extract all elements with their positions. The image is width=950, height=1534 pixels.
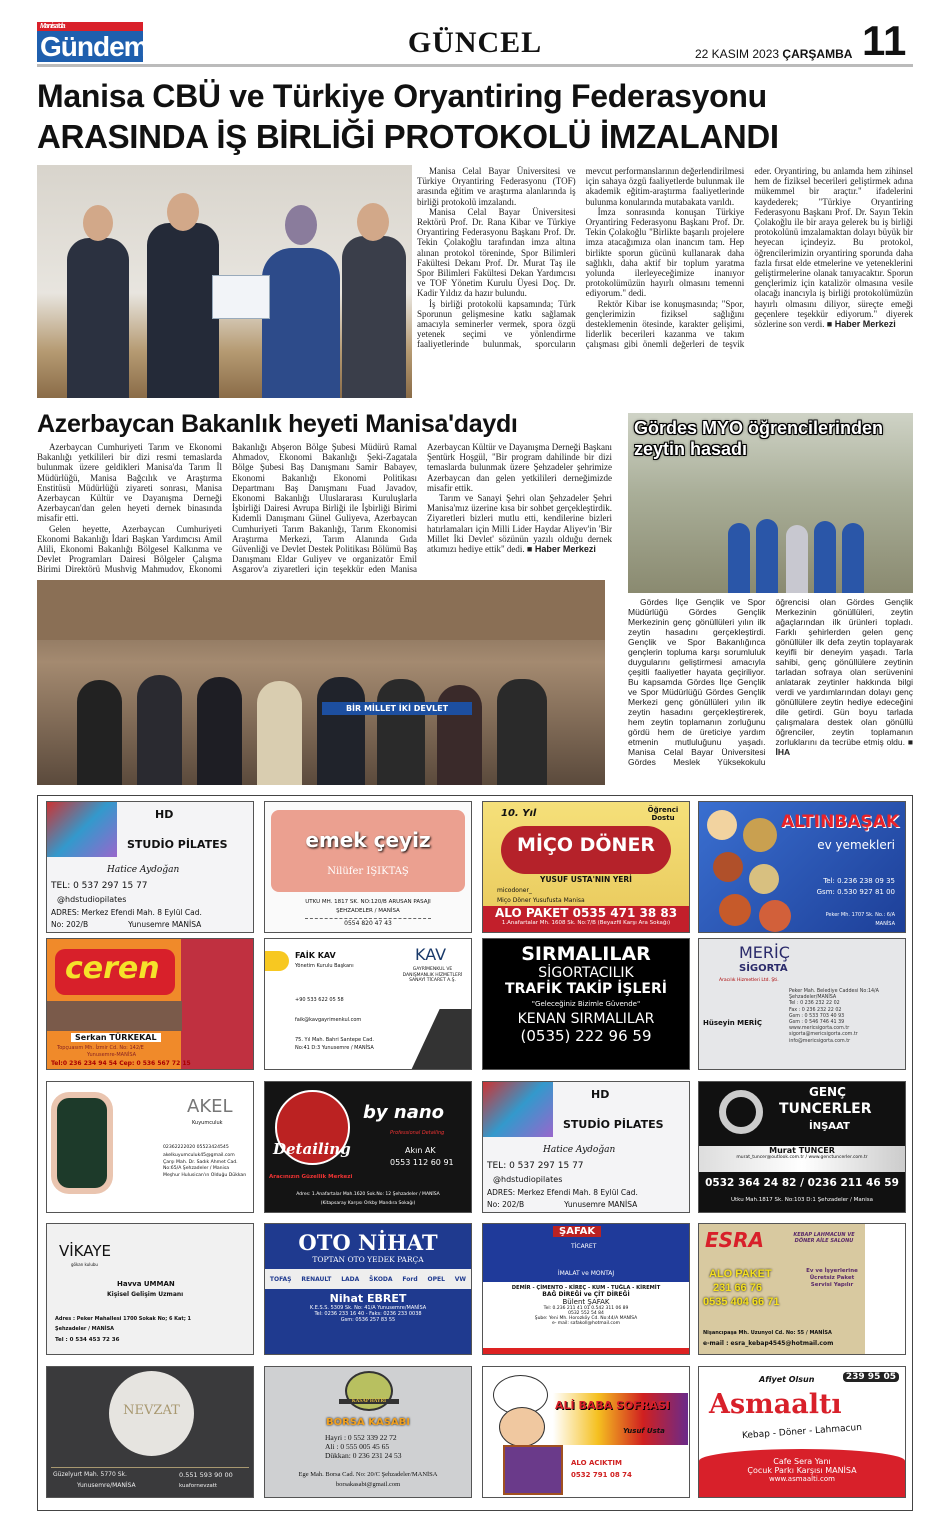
ad-text: UTKU MH. 1817 SK. NO:120/B ARUSAN PASAJI: [305, 899, 431, 905]
ad-brand: ESRA: [705, 1228, 764, 1252]
article-2: [37, 442, 612, 785]
ad-brand: TUNCERLER: [779, 1101, 872, 1117]
ad-altinbasak: [698, 801, 906, 933]
ad-text: ev yemekleri: [817, 838, 895, 852]
ad-text: ALO PAKET: [709, 1268, 772, 1280]
issue-date: [695, 47, 852, 61]
ad-text: Şehzadeler / MANİSA: [55, 1326, 115, 1332]
ad-text: Hüseyin MERİÇ: [703, 1019, 763, 1027]
article-3-body: [628, 597, 913, 767]
ad-text: 0532 552 54 84: [568, 1311, 604, 1316]
ad-text: Fax : 0 236 232 22 02: [789, 1007, 842, 1013]
ad-phone: 239 95 05: [843, 1372, 899, 1382]
ad-text: Yunusemre-MANİSA: [87, 1052, 137, 1058]
ad-text: HD: [591, 1088, 610, 1101]
ad-text: 02362222020 05523424545: [163, 1145, 229, 1150]
ad-brand: MİÇO DÖNER: [516, 834, 656, 856]
car-brand-logo: ŠKODA: [369, 1275, 393, 1283]
ad-logo: Detailing: [273, 1140, 351, 1158]
ad-text: Gsm: 0536 257 83 55: [340, 1317, 396, 1323]
ad-text: ADRES: Merkez Efendi Mah. 8 Eylül Cad.: [51, 908, 202, 917]
ad-text: akelkuyumculuk45@gmail.com: [163, 1153, 235, 1158]
ad-text: +90 533 622 05 58: [295, 997, 344, 1003]
ad-text: SİGORTACILIK: [538, 965, 634, 981]
paragraph: Rektör Kibar ise konuşmasında; "Spor, gençlerimizin fiziksel sağlığını desteklemenin ötesinde, karakter gelişimi, liderlik becerileri kazanma ve takım çalışması gibi önemli değerleri de teşvik eder. Oryantiring, bu anlamda hem zihinsel hem de fiziksel becerileri geliştirmek adına mükemmel bir araçtır." ifadelerini kaydederek; "Türkiye Oryantiring Federasyonu Başkanı Prof. Dr. Sayın Tekin Çolakoğlu ile bir araya gelerek bu iş birliği protokolünü imzalamaktan dolayı büyük bir heyecan içindeyiz. Bu protokol, öğrencilerimizin oryantiring sporunda daha fazla fırsat elde etmelerine ve yeteneklerini geliştirmelerine olanak tanıyacaktır. Sporun gençlerimiz için katalizör olmasına vesile olacağı inancıyla iş birliği protokolümüzün hayırlı olmasını diliyor, süreçte emeği geçenlere teşekkür ediyorum." diyerek sözlerine son verdi.: [585, 166, 913, 350]
ad-hd-pilates-2: [482, 1081, 690, 1213]
ad-text: Miço Döner Yusufusta Manisa: [497, 897, 585, 904]
ad-text: Dükkan: 0 236 231 24 53: [325, 1451, 402, 1460]
ad-text: GAYRİMENKUL VE DANIŞMANLIK HİZMETLERİ SANAYİ TİCARET A.Ş.: [402, 967, 463, 983]
ad-brand: by nano: [363, 1102, 445, 1123]
headline-1-line-2: ARASINDA İŞ BİRLİĞİ PROTOKOLÜ İMZALANDI: [37, 118, 779, 155]
ad-akel: [46, 1081, 254, 1213]
ad-brand: Asmaaltı: [709, 1389, 842, 1420]
ad-genc-tuncerler: [698, 1081, 906, 1213]
ad-text: Gsm: 0.530 927 81 00: [816, 888, 895, 896]
ad-text: Yunusemre/MANİSA: [77, 1482, 136, 1489]
ad-text: Tel: 0.236 211 41 01 0.542 311 06 89: [543, 1306, 629, 1311]
ad-text: KENAN SIRMALILAR: [517, 1011, 655, 1027]
ad-text: info@mericsigorta.com.tr: [789, 1038, 851, 1044]
ad-text: Aracılık Hizmetleri Ltd. Şti.: [719, 978, 779, 983]
ad-text: Gsm : 0 546 746 41 39: [789, 1020, 845, 1026]
ad-text: Nilüfer IŞIKTAŞ: [327, 866, 409, 877]
ad-text: ŞEHZADELER / MANİSA: [336, 908, 400, 914]
ad-borsa-kasabi: [264, 1366, 472, 1498]
ad-text: KEBAP LAHMACUN VE DÖNER AİLE SALONU: [793, 1232, 855, 1244]
ad-text: Hayri : 0 552 339 22 72: [325, 1433, 397, 1442]
ad-brand: MERİÇ: [739, 943, 790, 962]
ad-text: murat_tuncer@outlook.com.tr / www.genctuncerler.com.tr: [736, 1155, 868, 1160]
ad-text: No:41 D:3 Yunusemre / MANİSA: [295, 1045, 374, 1051]
paragraph: İmza sonrasında konuşan Türkiye Oryantiring Federasyonu Başkanı Prof. Dr. Tekin Çolakoğlu "Birlikte başarılı projelere imza atacağımıza olan inancım tam. Hep birlikte sporun gücünü kullanarak daha sağlıklı, daha aktif bir toplum yaratma yolunda ilerleyeceğimize inanıyor protokolümüzün hayırlı olmasını temenni ediyorum." dedi.: [585, 206, 745, 299]
ad-text: Hatice Aydoğan: [543, 1145, 616, 1155]
ad-kav: [264, 938, 472, 1070]
ad-text: Bülent ŞAFAK: [562, 1298, 610, 1306]
logo-text: Gündem: [40, 31, 148, 62]
weekday: ÇARŞAMBA: [782, 47, 853, 61]
ad-text: @hdstudiopilates: [493, 1175, 563, 1184]
ad-brand: VİKAYE: [59, 1242, 111, 1260]
ad-brand: ŞAFAK: [553, 1226, 601, 1237]
ad-logo: KASAP HAYRİ: [339, 1399, 399, 1404]
headline-3-text: Gördes MYO öğrencilerinden zeytin hasadı: [634, 418, 884, 459]
car-brand-logo: LADA: [341, 1275, 360, 1283]
ad-text: TOPTAN OTO YEDEK PARÇA: [312, 1255, 424, 1264]
ad-meric-sigorta: [698, 938, 906, 1070]
ad-text: ALO ACIKTIM: [571, 1459, 622, 1467]
ad-text: Peker Mh. 1707 Sk. No.: 6/A: [825, 912, 895, 918]
ad-text: Aracınızın Güzellik Merkezi: [269, 1174, 353, 1180]
ad-text: HD: [155, 808, 174, 821]
ad-text: Havva UMMAN: [117, 1280, 175, 1288]
byline: ■ İHA: [776, 737, 914, 757]
ad-text: Nihat EBRET: [329, 1292, 407, 1305]
byline: ■ Haber Merkezi: [527, 544, 596, 554]
ad-text: e-mail : esra_kebap4545@hotmail.com: [703, 1340, 834, 1347]
date-text: 22 KASIM 2023: [695, 47, 780, 61]
ad-asmaalti: [698, 1366, 906, 1498]
ad-text: sigorta@mericsigorta.com.tr: [789, 1032, 858, 1038]
ad-text: Şube: Yeni Mh. Horozköy Cd. No:44/A MANİSA: [534, 1316, 638, 1321]
ad-brand: AKEL: [187, 1096, 233, 1117]
ad-text: Yönetim Kurulu Başkanı: [295, 963, 354, 969]
ad-text: Meşhur Hulusican'ın Olduğu Dükkan: [163, 1173, 247, 1178]
ad-ali-baba-sofrasi: [482, 1366, 690, 1498]
page-number: 11: [862, 17, 907, 64]
ad-text: www.asmaalti.com: [769, 1475, 835, 1483]
ad-text: Yunusemre MANİSA: [564, 1200, 638, 1209]
ad-sirmalilar: [482, 938, 690, 1070]
ad-text: Öğrenci Dostu: [647, 806, 679, 822]
ad-text: Güzelyurt Mah. 5770 Sk.: [53, 1471, 127, 1478]
ad-text: Topçuasım Mh. İzmir Cd. No: 142/E: [57, 1045, 144, 1051]
ad-text: No: 202/B: [487, 1200, 525, 1209]
ad-text: kuafornevzatt: [179, 1483, 218, 1489]
ad-text: STUDİO PİLATES: [563, 1118, 664, 1131]
car-brand-logo: VW: [454, 1275, 467, 1283]
car-brand-logo: TOFAŞ: [269, 1275, 292, 1283]
ad-text: K.E.S.S. 5309 Sk. No: 41/A Yunusemre/MANİSA: [309, 1305, 427, 1311]
ad-text: Adres: 1.Anafartalar Mah.1620 Sok.No: 12 Şehzadeler / MANİSA: [296, 1192, 440, 1197]
ad-ceren: [46, 938, 254, 1070]
ad-text: micodoner_: [497, 887, 532, 894]
delegation-photo: [37, 580, 605, 785]
ad-text: ADRES: Merkez Efendi Mah. 8 Eylül Cad.: [487, 1188, 638, 1197]
ad-oto-nihat: [264, 1223, 472, 1355]
ad-brand: ceren: [65, 951, 160, 986]
ad-brand: OTO NİHAT: [298, 1230, 438, 1255]
car-brand-logo: RENAULT: [301, 1275, 332, 1283]
ad-text: Adres : Peker Mahallesi 1700 Sokak No; 6 Kat; 1: [55, 1316, 192, 1322]
ad-text: Murat TUNCER: [769, 1146, 835, 1155]
ad-text: Yunusemre MANİSA: [128, 920, 202, 929]
ad-brand: NEVZAT: [123, 1403, 180, 1418]
paragraph: Gelen heyette, Azerbaycan Cumhuriyeti Ekonomi Bakanlığı İdari Başkan Yardımcısı Amil Alili, Ekonomi Bakanlığı Bölgesel Kalkınma ve Devlet Programları Dairesi Bölgeler Çalışma Birimi Direktörü Mushvig Mahmudov, Ekonomi Bakanlığı Abşeron Bölge Şubesi Müdürü Ramal Ahmadov, Ekonomi Bakanlığı Şeki-Zagatala Bölge Şubesi Baş Danışmanı Samir Babayev, Ekonomi Bakanlığı Ekonomi Politikası Departmanı Baş Danışmanı Fuad Javadov, Ekonomi Bakanlığı Uluslararası Kuruluşlarla İşbirliği Dairesi Avrupa Birliği ile İşbirliği Birimi Kıdemli Danışmanı Günel Guliyeva, Azerbaycan Cumhuriyeti Tarım Bakanlığı, Tarım Ekonomisi Araştırma Merkezi, Tarım Alanında Gıda Güvenliği ve Devlet Destek Politikası Bölümü Baş Danışmanı Eldar Guliyev ve organizatör Emil Asgarov'a ziyaretleri için teşekkür eden Manisa Azerbaycan Kültür ve Dayanışma Derneği Başkanı Şentürk Hoşgül, "Bir program dahilinde bir dizi temaslarda bulunmak üzere Şehzadeler şehrimize Azerbaycan dan gelen yetkilileri derneğimizde misafir ettik.: [37, 442, 612, 575]
ad-text: Nişancıpaşa Mh. Uzunyol Cd. No: 55 / MANİSA: [703, 1330, 832, 1336]
paragraph: Tarım ve Sanayi Şehri olan Şehzadeler Şehri Manisa'mız üzerine kısa bir sohbet gerçekleştirdik. Ziyaretleri bizleri mutlu etti, kendilerine bizleri hatırlamaları için Milli Lider Haydar Aliyev'in 'Bir Millet İki Devlet' sözünün yazılı olduğu dernek atkımızı hediye ettik" dedi.: [427, 493, 612, 555]
ad-brand: BORSA KASABI: [325, 1417, 411, 1428]
ad-text: 0554 820 47 43: [305, 918, 431, 928]
ad-text: Kebap - Döner - Lahmacun: [741, 1422, 863, 1442]
ad-phone: 0532 364 24 82 / 0236 211 46 59: [705, 1177, 899, 1189]
ad-text: Çarşı Mah. Dr. Sadık Ahmet Cad. No:65/A Şehzadeler / Manisa: [163, 1160, 238, 1171]
ad-text: FAİK KAV: [295, 951, 336, 960]
ad-text: Ali : 0 555 005 45 65: [325, 1442, 390, 1451]
ad-text: 10. Yıl: [501, 808, 537, 819]
car-brand-logo: Ford: [402, 1275, 418, 1283]
ad-nevzat-kuafor: [46, 1366, 254, 1498]
ad-brand: emek çeyiz: [305, 828, 431, 852]
ad-text: Afiyet Olsun: [759, 1375, 815, 1384]
ad-text: TİCARET: [571, 1243, 597, 1250]
ad-text: Tel : 0 534 453 72 36: [55, 1337, 120, 1343]
ad-phone: (0535) 222 96 59: [520, 1027, 652, 1045]
ad-text: Çocuk Parkı Karşısı MANİSA: [747, 1466, 857, 1475]
ad-text: Peker Mah. Belediye Caddesi No:14/A Şehzadeler/MANİSA: [789, 989, 879, 1001]
ad-mico-doner: [482, 801, 690, 933]
paragraph: Azerbaycan Cumhuriyeti Tarım ve Ekonomi Bakanlığı yetkilileri bir dizi resmi temaslarda bulunmak üzere geldikleri Manisa'da Tarım İl Müdürlüğü, Manisa Bağcılık ve Araştırma Enstitüsü Müdürlüğü ziyareti sonrası, Manisa Azerbaycan Kültür ve Dayanışma Derneği Azerbaycan'dan gelen heyeti dernek binasında misafir etti.: [37, 442, 222, 524]
headline-2: Azerbaycan Bakanlık heyeti Manisa'daydı: [37, 410, 518, 438]
ad-phone: 231 66 76: [713, 1282, 762, 1294]
ad-text: e- mail: safakoll@hotmail.com: [551, 1321, 621, 1326]
headline-1-line-1: Manisa CBÜ ve Türkiye Oryantiring Federasyonu: [37, 78, 767, 114]
ad-text: Cafe Sera Yanı: [773, 1457, 831, 1466]
ad-text: 1.Anafartalar Mh. 1608 Sk. No:7/B (Beyazfil Karşı Ara Sokağı): [501, 920, 671, 926]
ad-text: TRAFİK TAKİP İŞLERİ: [505, 981, 667, 997]
ad-text: Tel: 0236 233 16 40 - Faks: 0236 233 0038: [314, 1311, 422, 1317]
ad-text: Ev ve İşyerlerine Ücretsiz Paket Servisi Yapılır: [806, 1268, 858, 1288]
ad-text: @hdstudiopilates: [57, 895, 127, 904]
headline-3: [634, 418, 909, 460]
ad-brand: ALİ BABA SOFRASI: [555, 1399, 670, 1412]
section-title: GÜNCEL: [407, 26, 543, 59]
car-brand-logos: [265, 1269, 471, 1289]
ads-section: [37, 795, 913, 1511]
ad-text: GENÇ: [809, 1085, 846, 1099]
ad-text: DEMİR - ÇİMENTO - KİREÇ - KUM - TUĞLA - KİREMİT: [511, 1285, 661, 1291]
logo-small: Manisa'da: [40, 23, 65, 30]
ad-text: TEL: 0 537 297 15 77: [51, 881, 148, 891]
ad-text: Ege Mah. Borsa Cad. No: 20/C Şehzadeler/MANİSA: [298, 1471, 438, 1478]
ad-text: BAĞ DİREĞİ ve ÇİT DİREĞİ: [542, 1291, 630, 1298]
ad-text: Tel : 0 236 232 22 02: [789, 1001, 840, 1007]
ad-text: faik@kavgayrimenkul.com: [295, 1017, 362, 1023]
ad-text: 0.551 593 90 00: [179, 1471, 233, 1479]
byline: ■ Haber Merkezi: [827, 319, 896, 329]
ad-text: Tel:0 236 234 94 54 Cep: 0 536 567 72 15: [51, 1060, 191, 1067]
ad-phone: ALO PAKET 0535 471 38 83: [494, 906, 678, 920]
ad-text: "Geleceğiniz Bizimle Güvende": [531, 1000, 641, 1008]
protocol-signing-photo: [37, 165, 412, 398]
ad-text: Kuyumculuk: [192, 1120, 223, 1126]
ad-text: Gsm : 0 533 703 40 93: [789, 1013, 845, 1019]
ad-text: İNŞAAT: [809, 1121, 850, 1132]
ad-phone: 0535 404 66 71: [703, 1296, 780, 1308]
article-2-body: [37, 442, 612, 575]
scarf-text: BİR MİLLET İKİ DEVLET: [322, 702, 472, 715]
newspaper-logo: [37, 22, 148, 62]
ad-by-nano: [264, 1081, 472, 1213]
paragraph: Gördes İlçe Gençlik ve Spor Müdürlüğü Gördes Gençlik Merkezinin genç gönüllüleri yılın ilk zeytin hasadını gerçekleştirdi. Gençlik ve Spor Bakanlığınca gençlerin topluma karşı sorumluluk duygularını geliştirmesi amacıyla çeşitli faaliyetler hayata geçiriliyor. Bu kapsamda Gördes İlçe Gençlik ve Spor Müdürlüğü Gördes Gençlik Merkezi genç gönüllüleri yılın ilk zeytin hasadını gerçekleştirerek, hem zeytin toplamanın zorluğunu gördü hem de üreticiye yardım etmenin mutluluğunu yaşadı. Manisa Celal Bayar Üniversitesi Gördes Meslek Yüksekokulu öğrencisi olan Gördes Gençlik Merkezinin gönüllüleri, zeytin ağaçlarından ilk ürünleri topladı. Farklı şehirlerden gelen genç gönüllüler ilk defa zeytin toplayarak keyifli bir deneyim yaşadı. Tarla sahibi, genç gönüllülere zeytinin tarladan sofraya olan serüvenini anlatarak zeytinler hakkında bilgi verdi ve yardımlarından dolayı genç gönüllülere zeytin hediye edeceğini dile getirdi. Gün boyu tarlada çalışmalara destek olan gönüllü öğrenciler, zeytin toplamanın zorluklarını da tecrübe etmiş oldu.: [628, 597, 913, 767]
article-1-body: [417, 166, 913, 350]
ad-text: Hatice Aydoğan: [107, 865, 180, 875]
ad-brand: ALTINBAŞAK: [780, 812, 899, 832]
ad-text: Akın AK: [405, 1146, 436, 1155]
ad-logo: KAV: [415, 945, 447, 964]
header-rule: [37, 64, 913, 67]
ad-esra-kebap: [698, 1223, 906, 1355]
ad-phone: 0553 112 60 91: [390, 1158, 454, 1167]
ad-brand: SIRMALILAR: [521, 943, 651, 965]
ad-text: borsakasabi@gmail.com: [335, 1481, 401, 1488]
ad-emek-ceyiz: [264, 801, 472, 933]
paragraph: İş birliği protokolü kapsamında; Türk Sporunun gelişmesine katkı sağlamak amacıyla seminerler vermek, spora özgü yetenek seçimi ve yönlendirme faaliyetlerinde bulunmak, sporcuların mevcut performanslarının değerlendirilmesi için sahaya özgü faaliyetlerde bulunmak ile akademik eğitim-araştırma faaliyetlerinde bulunma konularında mutabakata varıldı.: [417, 166, 745, 350]
ad-vikaye: [46, 1223, 254, 1355]
ad-text: (Kitapsaray Karşısı Orkby Mandıra Sokağı): [320, 1201, 416, 1206]
ad-hd-pilates: [46, 801, 254, 933]
paragraph: Manisa Celal Bayar Üniversitesi Rektörü Prof. Dr. Rana Kibar ve Türkiye Oryantiring Federasyonu Başkanı Prof. Dr. Tekin Çolakoğlu tarafından imza altına alınan protokol töreninde, Spor Bilimleri Fakültesi Dekanı Prof. Dr. Murat Taş ile Spor Bilimleri Fakültesi Dekan Yardımcısı ve TOF Yönetim Kurulu Üyesi Doç. Dr. Kadir Yıldız da hazır bulundu.: [417, 206, 576, 299]
ad-text: STUDİO PİLATES: [127, 838, 228, 851]
ad-text: 75. Yıl Mah. Bahri Santepe Cad.: [295, 1037, 374, 1043]
ad-safak-ticaret: [482, 1223, 690, 1355]
ad-text: Yusuf Usta: [623, 1427, 665, 1435]
ad-text: Professional Detailing: [390, 1130, 445, 1136]
ad-text: Tel: 0.236 238 09 35: [823, 877, 895, 885]
ad-text: İMALAT ve MONTAJ: [557, 1270, 615, 1277]
ad-text: SİGORTA: [739, 963, 788, 974]
ad-phone: 0532 791 08 74: [571, 1471, 632, 1479]
ad-text: Kişisel Gelişim Uzmanı: [107, 1291, 184, 1298]
ad-text: gökan kulubu: [71, 1262, 98, 1267]
ad-text: Utku Mah.1817 Sk. No:103 D:1 Şehzadeler / Manisa: [731, 1197, 873, 1203]
ad-text: No: 202/B: [51, 920, 89, 929]
ad-text: www.mericsigorta.com.tr: [789, 1026, 850, 1032]
ad-text: Serkan TÜRKEKAL: [71, 1033, 161, 1042]
paragraph: Manisa Celal Bayar Üniversitesi ve Türkiye Oryantiring Federasyonu (TOF) arasında eğitim ve araştırma alanlarında iş birliği protokolü imzalandı.: [417, 166, 576, 207]
car-brand-logo: OPEL: [427, 1275, 445, 1283]
ad-text: MANİSA: [875, 921, 895, 927]
ad-text: TEL: 0 537 297 15 77: [487, 1161, 584, 1171]
ad-text: YUSUF USTA'NIN YERİ: [540, 875, 632, 884]
